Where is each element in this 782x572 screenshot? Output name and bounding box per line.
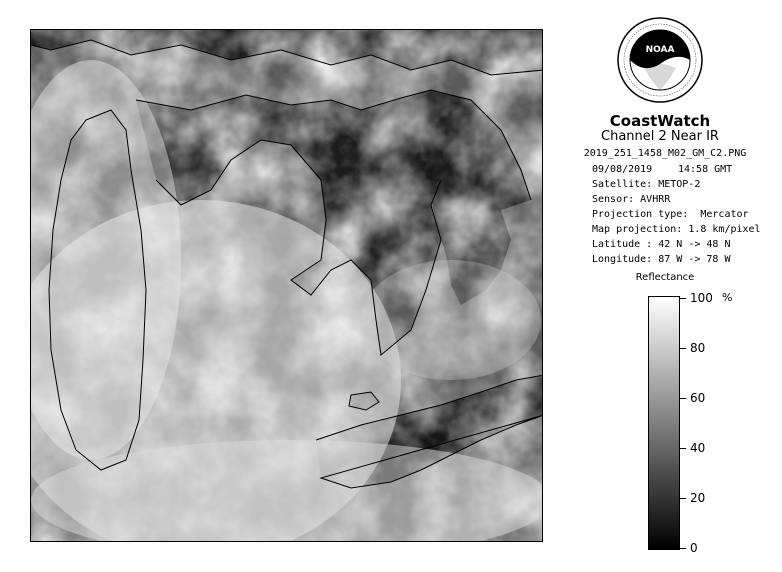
colorbar-tick-label: 20 bbox=[690, 491, 706, 505]
logo-text: NOAA bbox=[645, 45, 675, 55]
date-label: 09/08/2019 bbox=[592, 164, 653, 175]
latitude-label: Latitude : 42 N -> 48 N bbox=[592, 239, 731, 250]
colorbar-tick bbox=[680, 548, 686, 549]
channel-subtitle: Channel 2 Near IR bbox=[601, 129, 719, 144]
map-svg bbox=[31, 30, 543, 542]
projection-type-label: Projection type: Mercator bbox=[592, 209, 749, 220]
colorbar-tick-label: 60 bbox=[690, 391, 706, 405]
colorbar-tick bbox=[680, 448, 686, 449]
colorbar-label: Reflectance bbox=[635, 272, 695, 283]
longitude-label: Longitude: 87 W -> 78 W bbox=[592, 254, 731, 265]
texture-layer bbox=[31, 30, 543, 542]
colorbar-tick-label: 40 bbox=[690, 441, 706, 455]
colorbar-unit: % bbox=[722, 291, 733, 304]
colorbar-tick bbox=[680, 398, 686, 399]
sensor-label: Sensor: AVHRR bbox=[592, 194, 671, 205]
colorbar-tick bbox=[680, 298, 686, 299]
colorbar-tick bbox=[680, 348, 686, 349]
time-label: 14:58 GMT bbox=[678, 164, 733, 175]
map-projection-label: Map projection: 1.8 km/pixel bbox=[592, 224, 761, 235]
colorbar-tick-label: 0 bbox=[690, 541, 698, 555]
colorbar-tick-label: 80 bbox=[690, 341, 706, 355]
satellite-label: Satellite: METOP-2 bbox=[592, 179, 701, 190]
image-filename: 2019_251_1458_M02_GM_C2.PNG bbox=[583, 148, 747, 159]
reflectance-colorbar bbox=[648, 296, 680, 550]
colorbar-tick bbox=[680, 498, 686, 499]
colorbar-tick-label: 100 bbox=[690, 291, 713, 305]
app-title: CoastWatch bbox=[609, 112, 711, 130]
noaa-logo-icon bbox=[616, 16, 704, 104]
satellite-map bbox=[30, 29, 543, 542]
